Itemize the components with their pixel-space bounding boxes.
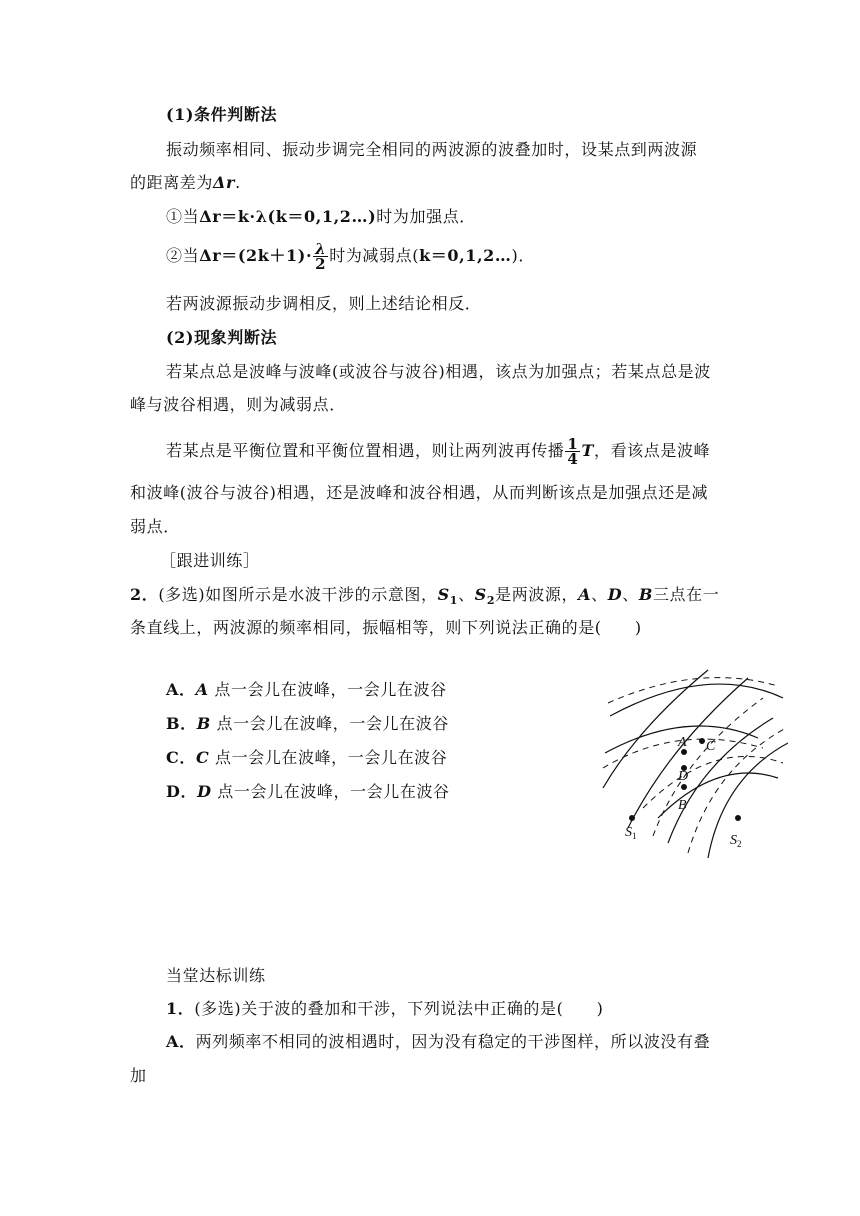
trough-arc [653, 698, 763, 836]
paragraph-line: 若某点总是波峰与波峰(或波谷与波谷)相遇，该点为加强点；若某点总是波 [166, 362, 711, 381]
section-heading-condition: (1)条件判断法 [166, 105, 278, 124]
s1-crest-arc [658, 773, 778, 818]
trough-arc [643, 756, 783, 808]
label-d: D [678, 769, 689, 784]
option-a: A．A 点一会儿在波峰，一会儿在波谷 [166, 680, 447, 699]
source-s2-dot [735, 815, 741, 821]
label-b: B [678, 798, 687, 813]
option-c: C．C 点一会儿在波峰，一会儿在波谷 [166, 748, 448, 767]
paragraph-line: 和波峰(波谷与波谷)相遇，还是波峰和波谷相遇，从而判断该点是加强点还是减 [130, 483, 709, 502]
question-2-line1: 2．(多选)如图所示是水波干涉的示意图，$S_1$、$S_2$是两波源，A、D、B三点在一 [130, 585, 720, 608]
label-s2: $S_2$ [730, 833, 742, 849]
paragraph-line: 峰与波谷相遇，则为减弱点． [130, 395, 346, 414]
paragraph-line: 弱点． [130, 517, 180, 536]
class-question-1: 1．(多选)关于波的叠加和干涉，下列说法中正确的是( ) [166, 999, 604, 1018]
trough-arc [688, 728, 786, 853]
practice-label: ［跟进训练］ [160, 551, 260, 570]
point-b-dot [681, 784, 687, 790]
point-c-dot [699, 738, 705, 744]
class-option-a-line2: 加 [130, 1066, 147, 1085]
wave-interference-figure [598, 668, 788, 858]
condition-weaken: ②当Δr＝(2k＋1)· $\frac{\lambda}{2}$ 时为减弱点(k＝0,1,2…)． [166, 240, 535, 273]
label-c: C [706, 739, 716, 754]
paragraph-line: 若两波源振动步调相反，则上述结论相反． [166, 294, 482, 313]
fraction-one-quarter: $\frac{1}{4}$ [567, 435, 579, 468]
source-s1-dot [629, 815, 635, 821]
s2-crest-arc [603, 670, 708, 788]
class-option-a-line1: A．两列频率不相同的波相遇时，因为没有稳定的干涉图样，所以波没有叠 [166, 1032, 711, 1051]
label-a: A [678, 735, 687, 750]
label-s1: $S_1$ [625, 825, 637, 841]
option-b: B．B 点一会儿在波峰，一会儿在波谷 [166, 714, 449, 733]
paragraph-line: 振动频率相同、振动步调完全相同的两波源的波叠加时，设某点到两波源 [166, 140, 698, 159]
section-heading-phenomenon: (2)现象判断法 [166, 328, 278, 347]
section-heading-class-practice: 当堂达标训练 [166, 966, 266, 985]
s1-crest-arc [610, 684, 783, 716]
option-d: D．D 点一会儿在波峰，一会儿在波谷 [166, 782, 450, 801]
paragraph-line: 若某点是平衡位置和平衡位置相遇，则让两列波再传播 $\frac{1}{4}$ T，看该点是波峰 [166, 435, 711, 468]
condition-strengthen: ①当Δr＝k·λ(k＝0,1,2…)时为加强点． [166, 207, 476, 226]
trough-arc [608, 678, 778, 703]
paragraph-line: 的距离差为Δr. [130, 173, 241, 192]
question-2-line2: 条直线上，两波源的频率相同，振幅相等，则下列说法正确的是( ) [130, 618, 642, 637]
fraction-lambda-over-2: $\frac{\lambda}{2}$ [315, 240, 327, 273]
